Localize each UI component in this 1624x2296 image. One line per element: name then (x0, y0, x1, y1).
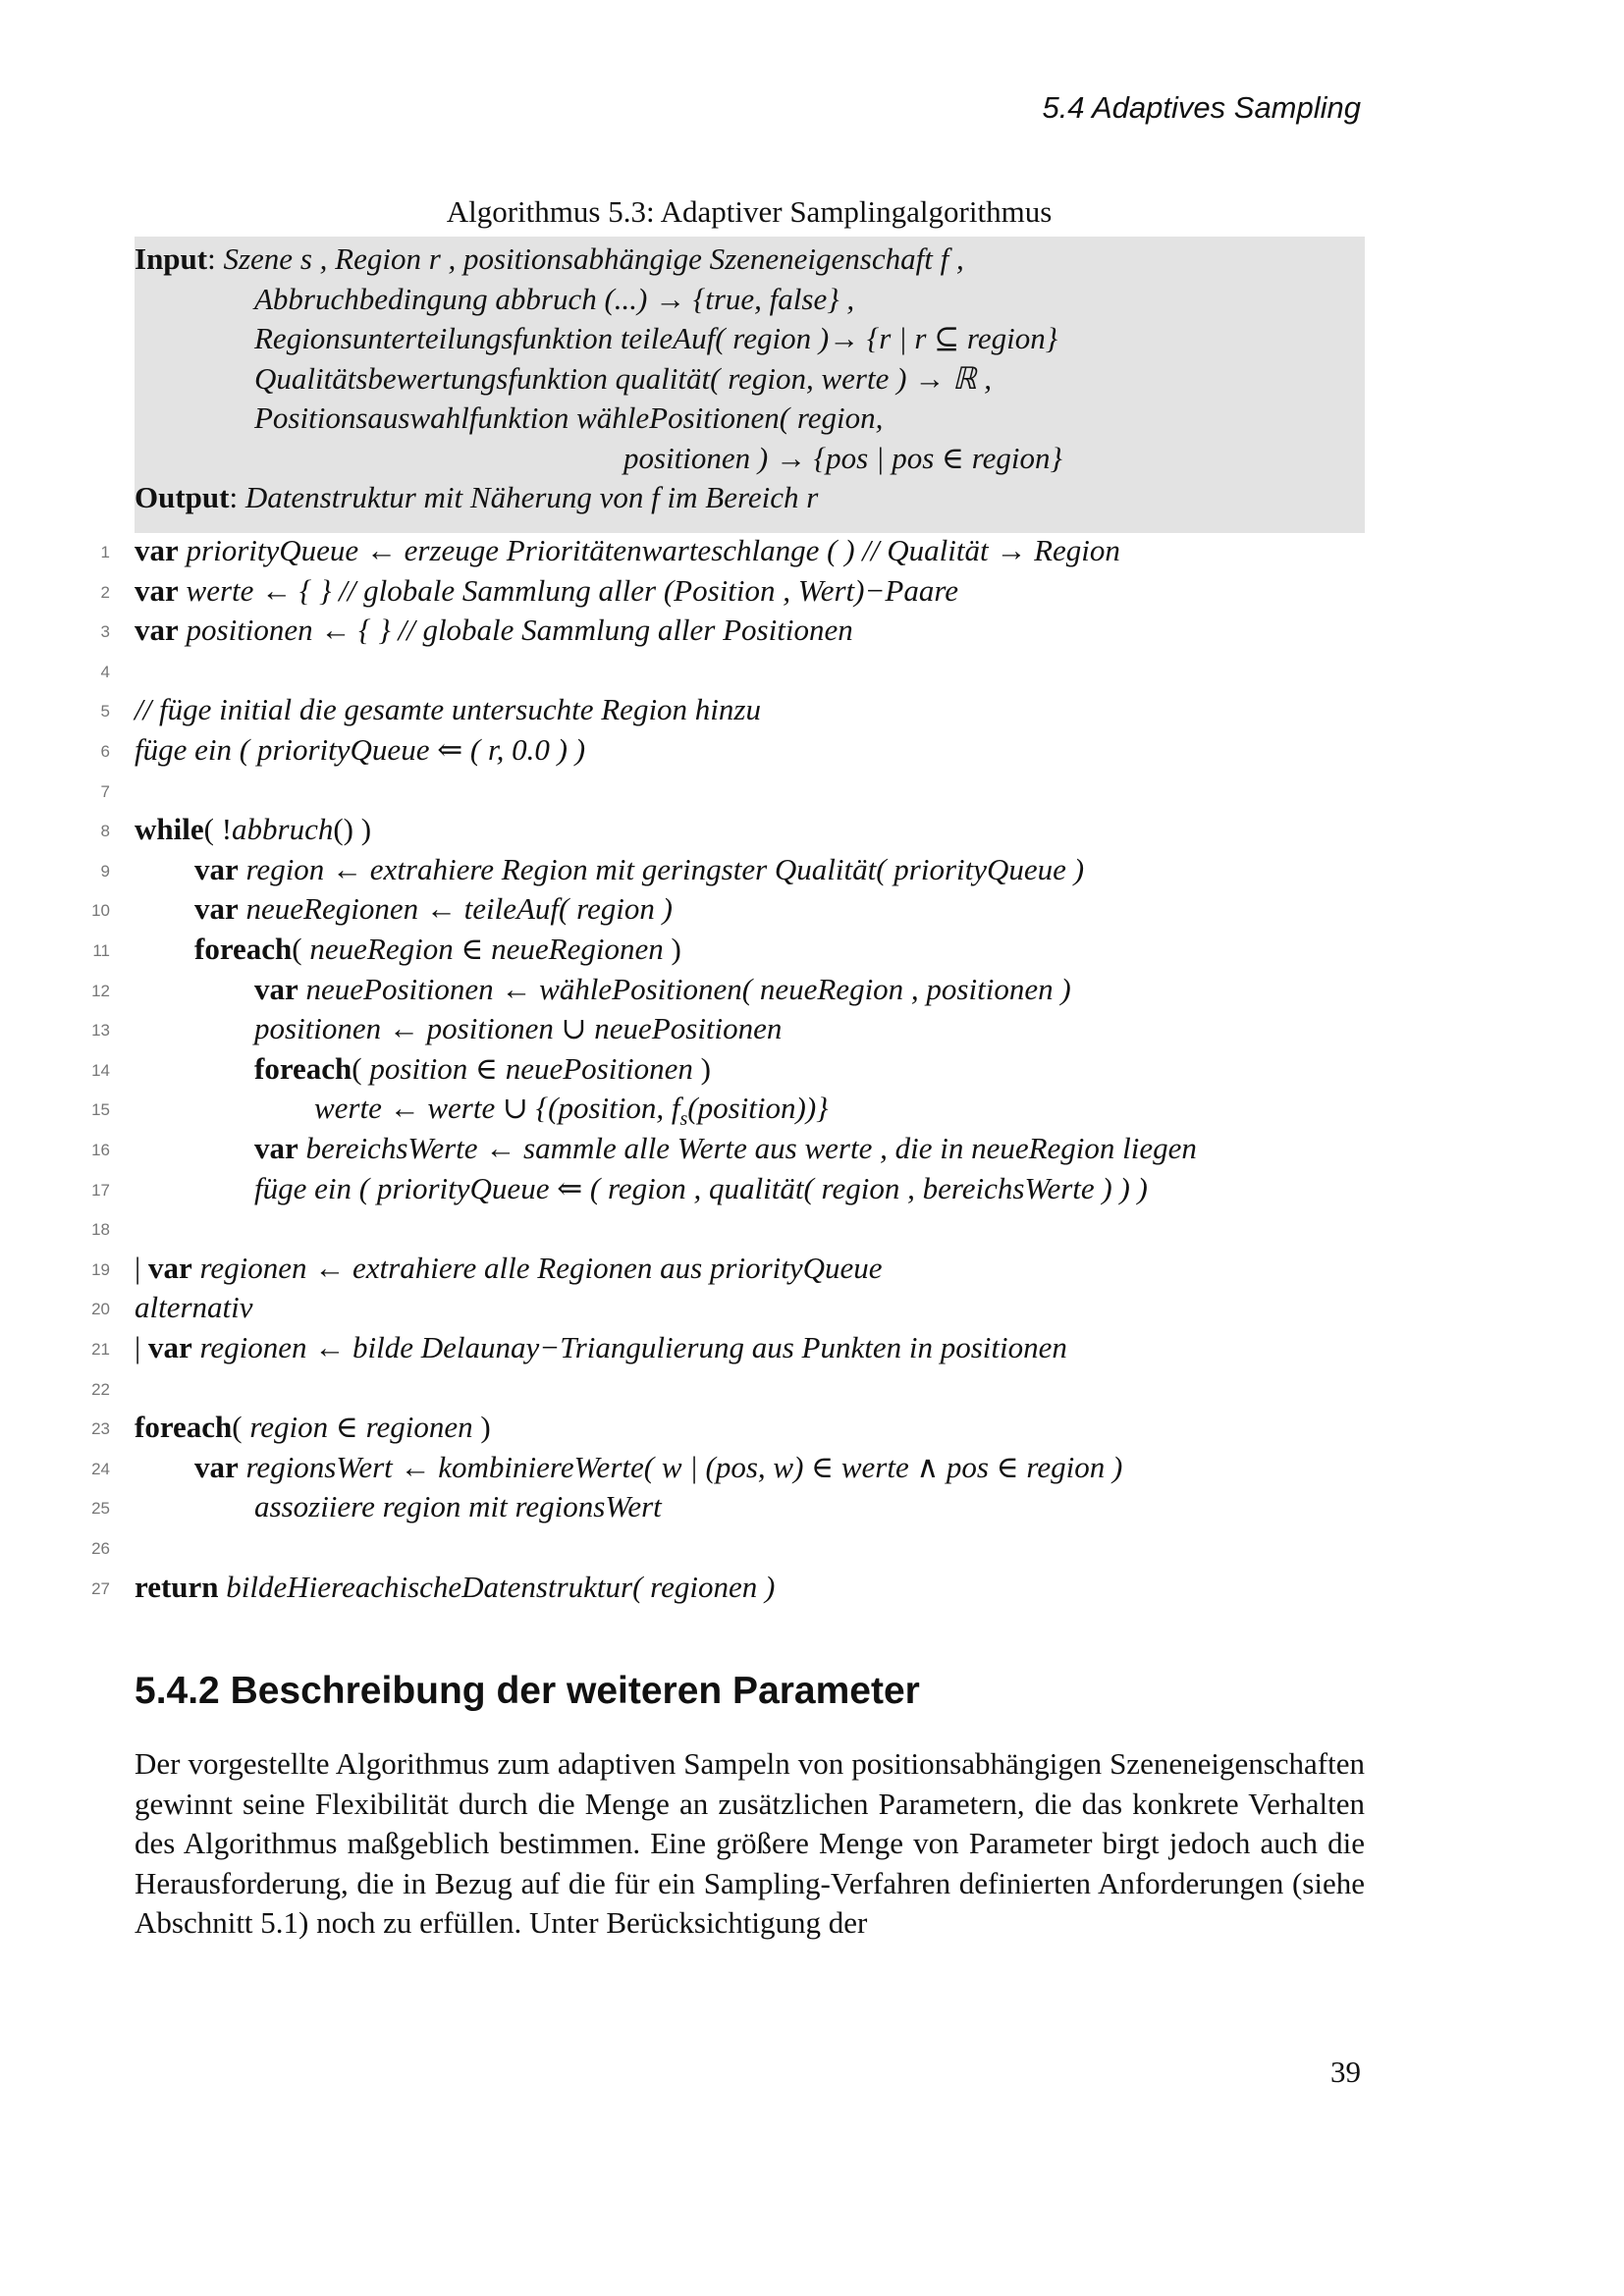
code-line (194, 891, 673, 927)
output-line (135, 480, 818, 515)
keyword: var (135, 573, 179, 608)
code-text: alternativ (135, 1290, 253, 1324)
code-text: priorityQueue ← erzeuge Prioritätenwarteschlange ( ) // Qualität → Region (178, 533, 1120, 567)
line-number: 24 (91, 1460, 110, 1478)
code-text: assoziiere region mit regionsWert (254, 1489, 662, 1523)
line-number: 3 (100, 622, 110, 641)
code-text: neueRegionen ← teileAuf( region ) (238, 891, 673, 926)
line-number: 1 (100, 543, 110, 561)
code-text: ( (232, 1410, 250, 1444)
code-text: neuePositionen ← wählePositionen( neueRegion , positionen ) (298, 972, 1071, 1006)
keyword: while (135, 812, 204, 846)
code-line (254, 1011, 782, 1046)
line-number: 12 (91, 982, 110, 1000)
keyword: var (194, 1450, 239, 1484)
code-text: (position))} (687, 1091, 829, 1125)
line-number: 6 (100, 742, 110, 761)
input-line-6: positionen ) → {pos | pos ∈ region} (623, 441, 1062, 475)
line-number: 10 (91, 901, 110, 920)
code-text: positionen ← { } // globale Sammlung aller Positionen (178, 613, 853, 647)
code-line (254, 1131, 1197, 1166)
line-number: 22 (91, 1380, 110, 1399)
keyword: foreach (254, 1051, 352, 1086)
code-text: region ∈ regionen (249, 1410, 473, 1444)
code-line (135, 1570, 775, 1605)
code-text: füge ein ( priorityQueue ⇐ ( r, 0.0 ) ) (135, 732, 586, 767)
input-line-3: Regionsunterteilungsfunktion teileAuf( region )→ {r | r ⊆ region} (254, 321, 1058, 355)
line-number: 14 (91, 1061, 110, 1080)
line-number: 17 (91, 1181, 110, 1200)
code-line (194, 852, 1084, 887)
code-text: abbruch (232, 812, 334, 846)
output-text: Datenstruktur mit Näherung von f im Bereich r (244, 480, 819, 514)
keyword: var (254, 1131, 298, 1165)
line-number: 5 (100, 702, 110, 721)
keyword: var (135, 613, 179, 647)
code-text: regionen ← extrahiere alle Regionen aus priorityQueue (191, 1251, 883, 1285)
line-number: 18 (91, 1220, 110, 1239)
code-line (254, 1489, 662, 1524)
input-colon: : (207, 241, 224, 276)
code-text: ) (663, 932, 681, 966)
code-text: region ← extrahiere Region mit geringster Qualität( priorityQueue ) (238, 852, 1085, 886)
code-line (194, 932, 681, 967)
line-number: 8 (100, 822, 110, 840)
line-number: 21 (91, 1340, 110, 1359)
code-text: ( (352, 1051, 370, 1086)
code-line (135, 1251, 883, 1286)
input-line-1: Szene s , Region r , positionsabhängige Szeneneigenschaft f , (223, 241, 964, 276)
body-paragraph: Der vorgestellte Algorithmus zum adaptiven Sampeln von positionsabhängigen Szeneneigenschaften gewinnt seine Flexibilität durch die Menge an zusätzlichen Parametern, die das konkrete Verhalten des Algorithmus maßgeblich bestimmen. Eine größere Menge von Parameter birgt jedoch auch die Herausforderung, die in Bezug auf die für ein Sampling-Verfahren definierten Anforderungen (siehe Abschnitt 5.1) noch zu erfüllen. Unter Berücksichtigung der (135, 1746, 1365, 1940)
code-line (254, 972, 1071, 1007)
code-line (135, 692, 761, 727)
input-label-line (135, 241, 964, 277)
line-number: 9 (100, 862, 110, 881)
keyword: var (147, 1330, 192, 1364)
input-line-4: Qualitätsbewertungsfunktion qualität( region, werte ) → ℝ , (254, 361, 992, 396)
code-line (135, 1330, 1067, 1365)
code-text: positionen ← positionen ∪ neuePositionen (254, 1011, 783, 1045)
running-header: 5.4 Adaptives Sampling (1042, 90, 1361, 125)
output-colon: : (229, 480, 245, 514)
keyword: var (147, 1251, 192, 1285)
code-text: bildeHiereachischeDatenstruktur( regionen ) (218, 1570, 776, 1604)
input-line-2: Abbruchbedingung abbruch (...) → {true, false} , (254, 282, 855, 316)
input-line-5: Positionsauswahlfunktion wählePositionen( region, (254, 400, 884, 435)
section-title: 5.4.2 Beschreibung der weiteren Parameter (135, 1670, 920, 1712)
code-line (135, 1290, 253, 1325)
code-text: regionen ← bilde Delaunay−Triangulierung aus Punkten in positionen (191, 1330, 1067, 1364)
keyword: var (194, 891, 239, 926)
line-number: 13 (91, 1021, 110, 1040)
line-number: 16 (91, 1141, 110, 1159)
code-text: // füge initial die gesamte untersuchte Region hinzu (135, 692, 761, 726)
code-line (194, 1450, 1122, 1485)
code-text: werte ← { } // globale Sammlung aller (Position , Wert)−Paare (178, 573, 959, 608)
line-number: 25 (91, 1499, 110, 1518)
code-line (135, 573, 958, 609)
keyword: foreach (194, 932, 293, 966)
code-line (254, 1051, 711, 1087)
code-text: | (135, 1330, 148, 1364)
code-line (135, 1410, 491, 1445)
code-text: s (679, 1108, 688, 1131)
line-number: 19 (91, 1260, 110, 1279)
keyword: var (135, 533, 179, 567)
code-text: ) (472, 1410, 491, 1444)
code-text: ( (292, 932, 310, 966)
code-text: () ) (333, 812, 372, 846)
line-number: 11 (92, 941, 110, 960)
keyword: foreach (135, 1410, 233, 1444)
line-number: 7 (100, 782, 110, 801)
line-number: 15 (91, 1100, 110, 1119)
line-number: 26 (91, 1539, 110, 1558)
code-text: ) (692, 1051, 711, 1086)
line-number: 23 (91, 1419, 110, 1438)
code-line (254, 1171, 1148, 1206)
code-text: ( ! (203, 812, 233, 846)
code-line (314, 1091, 829, 1131)
code-line (135, 533, 1120, 568)
page-number: 39 (1330, 2055, 1361, 2089)
code-text: füge ein ( priorityQueue ⇐ ( region , qualität( region , bereichsWerte ) ) ) (254, 1171, 1148, 1205)
output-label: Output (135, 480, 230, 514)
code-text: werte ← werte ∪ {(position, f (314, 1091, 680, 1125)
code-text: position ∈ neuePositionen (369, 1051, 693, 1086)
line-number: 2 (100, 583, 110, 602)
algorithm-caption: Algorithmus 5.3: Adaptiver Samplingalgorithmus (446, 194, 1053, 229)
keyword: return (135, 1570, 219, 1604)
line-number: 4 (100, 663, 110, 681)
code-text: | (135, 1251, 148, 1285)
input-label: Input (135, 241, 208, 276)
code-text: regionsWert ← kombiniereWerte( w | (pos, w) ∈ werte ∧ pos ∈ region ) (238, 1450, 1123, 1484)
line-number: 27 (91, 1579, 110, 1598)
keyword: var (194, 852, 239, 886)
line-number: 20 (91, 1300, 110, 1318)
code-text: neueRegion ∈ neueRegionen (309, 932, 664, 966)
code-line (135, 732, 585, 768)
code-text: bereichsWerte ← sammle alle Werte aus werte , die in neueRegion liegen (298, 1131, 1197, 1165)
code-line (135, 812, 371, 847)
keyword: var (254, 972, 298, 1006)
code-line (135, 613, 853, 648)
